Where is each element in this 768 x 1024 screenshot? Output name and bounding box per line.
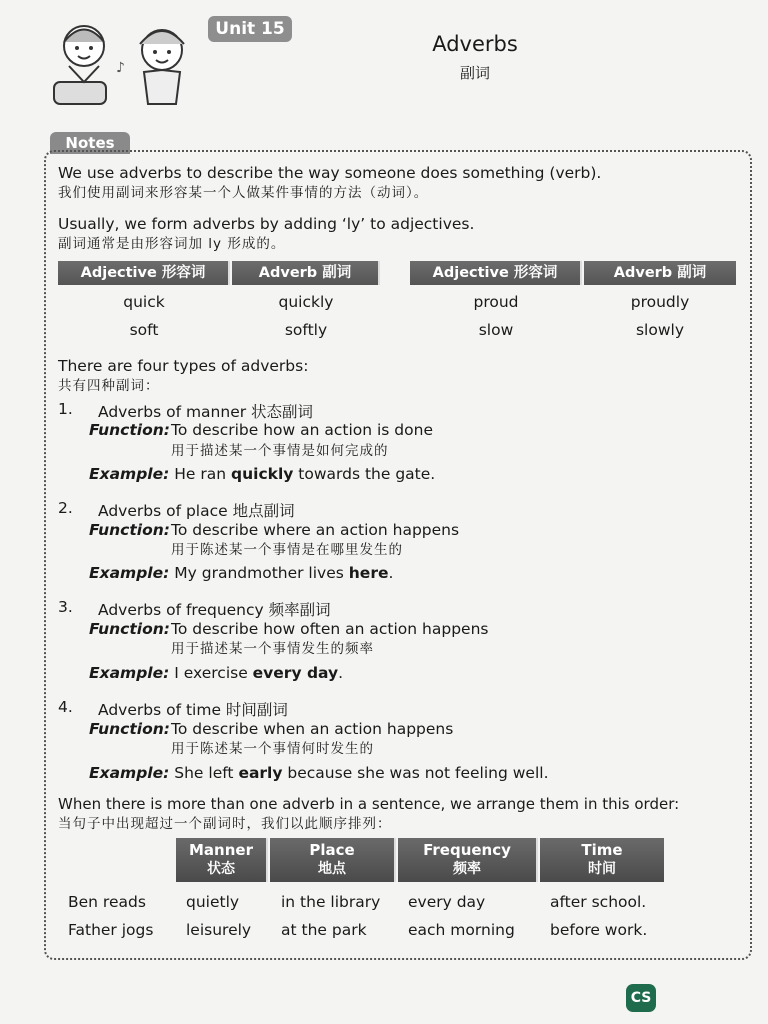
order-text: When there is more than one adverb in a sentence, we arrange them in this order:: [58, 795, 680, 813]
table-cell: soft: [129, 321, 159, 339]
example-label: Example:: [89, 465, 170, 483]
order-cell: at the park: [281, 921, 367, 939]
svg-text:♪: ♪: [116, 60, 125, 76]
example-text: He ran: [174, 465, 232, 483]
function-label: Function:: [89, 521, 170, 539]
example-line: [89, 764, 549, 782]
item-number: 2.: [58, 499, 73, 517]
function-label: Function:: [89, 620, 170, 638]
item-number: 3.: [58, 598, 73, 616]
order-cell: after school.: [550, 893, 647, 911]
example-adverb: early: [238, 764, 283, 782]
unit-badge: Unit 15: [208, 16, 292, 42]
example-line: [89, 664, 343, 682]
order-header: [540, 838, 664, 882]
form-text-cn: 副词通常是由形容词加 ly 形成的。: [58, 236, 286, 252]
function-label: Function:: [89, 720, 170, 738]
table-cell: softly: [284, 321, 328, 339]
function-text-cn: 用于陈述某一个事情何时发生的: [171, 741, 374, 757]
table-cell: quickly: [278, 293, 334, 311]
table-header: Adjective 形容词: [58, 261, 230, 285]
types-intro: There are four types of adverbs:: [58, 357, 309, 375]
order-subject: Ben reads: [68, 893, 146, 911]
order-header-cn: 状态: [207, 861, 235, 877]
table-cell: slow: [478, 321, 514, 339]
item-title: Adverbs of frequency 频率副词: [98, 601, 331, 619]
function-label: Function:: [89, 421, 170, 439]
example-label: Example:: [89, 564, 170, 582]
order-cell: in the library: [281, 893, 381, 911]
example-text: I exercise: [174, 664, 253, 682]
example-text: She left: [174, 764, 239, 782]
example-text-end: .: [388, 564, 394, 582]
example-text: My grandmother lives: [174, 564, 349, 582]
table-cell: proudly: [630, 293, 690, 311]
function-text: To describe how an action is done: [171, 421, 433, 439]
order-header-cn: 地点: [318, 861, 346, 877]
order-cell: every day: [408, 893, 486, 911]
example-adverb: here: [348, 564, 389, 582]
order-header-en: Frequency: [423, 841, 511, 859]
table-cell: slowly: [635, 321, 685, 339]
example-text-end: towards the gate.: [293, 465, 436, 483]
example-line: [89, 564, 393, 582]
order-cell: each morning: [408, 921, 515, 939]
order-header: [176, 838, 268, 882]
order-header: [398, 838, 538, 882]
order-cell: leisurely: [186, 921, 252, 939]
example-adverb: every day: [252, 664, 339, 682]
function-text: To describe where an action happens: [171, 521, 460, 539]
item-number: 4.: [58, 698, 73, 716]
page-title-cn: 副词: [459, 64, 490, 82]
example-label: Example:: [89, 764, 170, 782]
item-number: 1.: [58, 400, 73, 418]
order-cell: quietly: [186, 893, 240, 911]
order-header-en: Time: [581, 841, 623, 859]
order-header-cn: 频率: [453, 861, 481, 877]
example-label: Example:: [89, 664, 170, 682]
item-title: Adverbs of manner 状态副词: [98, 403, 314, 421]
types-intro-cn: 共有四种副词：: [58, 378, 160, 394]
order-subject: Father jogs: [68, 921, 154, 939]
function-text-cn: 用于描述某一个事情发生的频率: [171, 641, 374, 657]
cs-logo: CS: [626, 984, 656, 1012]
order-header: [270, 838, 396, 882]
order-text-cn: 当句子中出现超过一个副词时，我们以此顺序排列：: [58, 816, 392, 832]
table-cell: quick: [123, 293, 165, 311]
table-cell: proud: [473, 293, 519, 311]
table-header: Adverb 副词: [584, 261, 736, 285]
example-line: [89, 465, 435, 483]
order-header-en: Place: [309, 841, 355, 859]
intro-text: We use adverbs to describe the way someone does something (verb).: [58, 164, 602, 182]
intro-text-cn: 我们使用副词来形容某一个人做某件事情的方法（动词）。: [58, 185, 429, 201]
order-cell: before work.: [550, 921, 648, 939]
table-header: Adverb 副词: [232, 261, 380, 285]
item-title: Adverbs of time 时间副词: [98, 701, 288, 719]
example-adverb: quickly: [231, 465, 294, 483]
example-text-end: because she was not feeling well.: [282, 764, 549, 782]
function-text: To describe how often an action happens: [171, 620, 489, 638]
order-header-cn: 时间: [588, 861, 616, 877]
function-text: To describe when an action happens: [171, 720, 454, 738]
order-header-en: Manner: [189, 841, 253, 859]
page-title: Adverbs: [432, 32, 518, 56]
function-text-cn: 用于描述某一个事情是如何完成的: [171, 443, 389, 459]
children-illustration: [44, 12, 204, 108]
table-header: Adjective 形容词: [410, 261, 582, 285]
example-text-end: .: [338, 664, 344, 682]
form-text: Usually, we form adverbs by adding ‘ly’ to adjectives.: [58, 215, 475, 233]
function-text-cn: 用于陈述某一个事情是在哪里发生的: [171, 542, 403, 558]
item-title: Adverbs of place 地点副词: [98, 502, 295, 520]
notes-tab: Notes: [50, 132, 130, 154]
